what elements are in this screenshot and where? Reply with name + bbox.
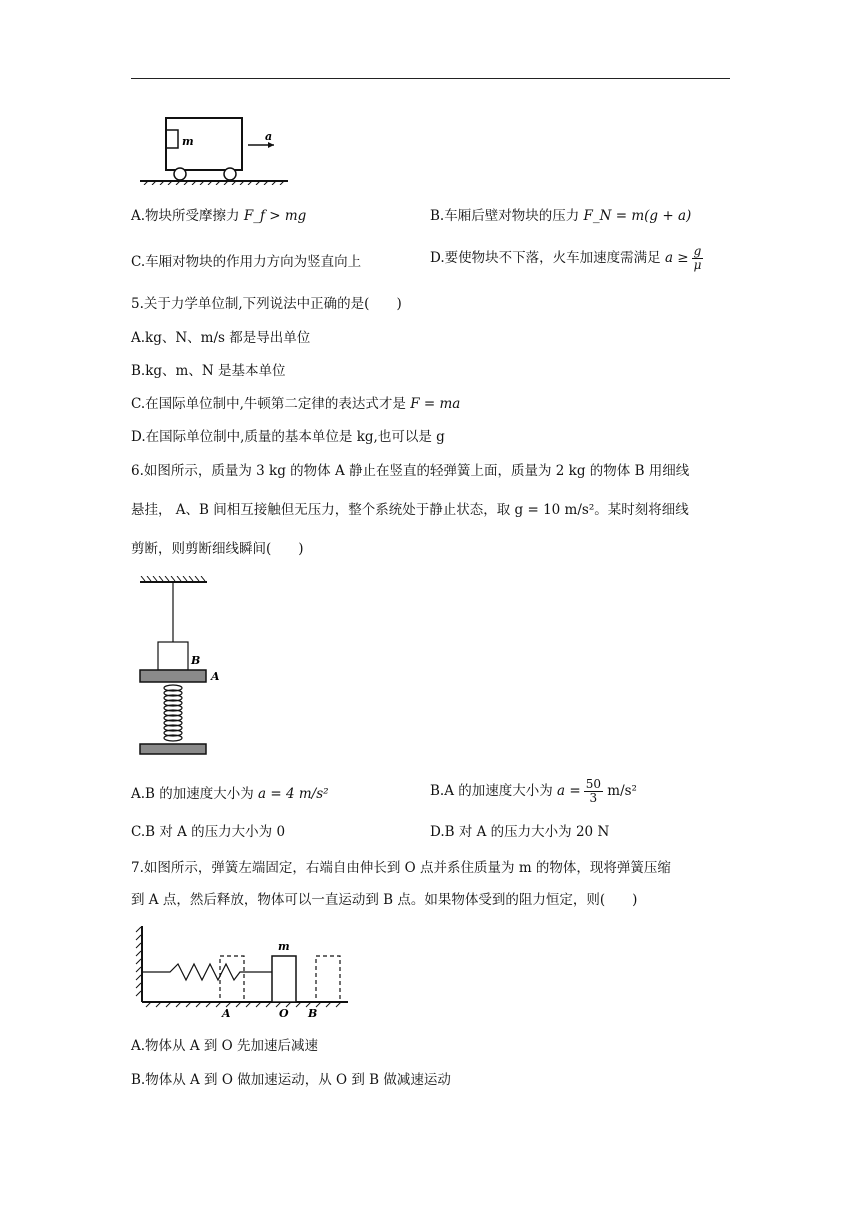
label-b: B xyxy=(191,654,201,667)
q4-option-b[interactable] xyxy=(430,206,691,226)
label-a: A xyxy=(222,1007,231,1020)
label-b: B xyxy=(308,1007,318,1020)
q6-stem-line1: 6.如图所示，质量为 3 kg 的物体 A 静止在竖直的轻弹簧上面，质量为 2 kg 的物体 B 用细线 xyxy=(131,463,690,479)
q7-option-a[interactable]: A.物体从 A 到 O 先加速后减速 xyxy=(131,1038,319,1054)
base-plate xyxy=(140,744,206,754)
option-text: 车厢对物块的作用力方向为竖直向上 xyxy=(145,254,362,270)
q5-stem: 5.关于力学单位制,下列说法中正确的是( ) xyxy=(131,296,402,312)
wheel-right xyxy=(224,168,236,180)
fraction: $\frac{50}{3}$ xyxy=(585,777,601,805)
q4-option-c[interactable] xyxy=(131,252,361,272)
position-b-outline xyxy=(316,956,340,1002)
label-o: O xyxy=(279,1007,289,1020)
accel-label: a xyxy=(265,130,273,143)
label-a: A xyxy=(211,670,220,683)
q6-option-c[interactable]: C.B 对 A 的压力大小为 0 xyxy=(131,824,286,840)
option-text: C.在国际单位制中,牛顿第二定律的表达式才是 xyxy=(131,396,411,412)
spring-coils xyxy=(164,685,182,741)
option-text: 车厢后壁对物块的压力 xyxy=(444,208,584,224)
q4-option-a[interactable] xyxy=(131,206,306,226)
block-b xyxy=(158,642,188,670)
option-letter: C. xyxy=(131,254,146,270)
q6-stem-line3: 剪断，则剪断细线瞬间( ) xyxy=(131,541,304,557)
train-car-figure xyxy=(140,110,290,185)
wheel-left xyxy=(174,168,186,180)
mass-label: m xyxy=(182,135,194,148)
mass-label: m xyxy=(278,940,290,953)
option-text: B.A 的加速度大小为 xyxy=(430,783,558,799)
option-expr: a ≥ xyxy=(664,250,689,266)
q6-option-b[interactable] xyxy=(430,776,637,806)
option-letter: A. xyxy=(131,208,146,224)
q7-stem-line2: 到 A 点，然后释放，物体可以一直运动到 B 点。如果物体受到的阻力恒定，则( ) xyxy=(131,892,638,908)
option-expr: F_f > mg xyxy=(243,208,307,224)
option-letter: B. xyxy=(430,208,445,224)
option-text: A.B 的加速度大小为 xyxy=(131,786,259,802)
position-a-outline xyxy=(220,956,244,1002)
option-text: 物块所受摩擦力 xyxy=(145,208,244,224)
option-expr: a = xyxy=(557,783,581,799)
option-expr: F = ma xyxy=(410,396,461,412)
q6-option-d[interactable]: D.B 对 A 的压力大小为 20 N xyxy=(430,824,610,840)
block-m xyxy=(166,130,178,148)
horizontal-spring-figure xyxy=(130,924,350,1020)
option-expr: a = 4 m/s² xyxy=(258,786,329,802)
q5-option-c[interactable] xyxy=(131,394,460,414)
q5-option-a[interactable]: A.kg、N、m/s 都是导出单位 xyxy=(131,330,311,346)
option-expr: F_N = m(g + a) xyxy=(583,208,692,224)
mass-block xyxy=(272,956,296,1002)
q5-option-b[interactable]: B.kg、m、N 是基本单位 xyxy=(131,363,286,379)
spring-hanging-figure xyxy=(135,576,235,758)
option-text: 要使物块不下落，火车加速度需满足 xyxy=(444,250,665,266)
spring xyxy=(142,964,272,980)
fraction: $\frac{g}{\mu}$ xyxy=(693,244,702,272)
plate-a xyxy=(140,670,206,682)
q4-option-d[interactable] xyxy=(430,244,703,272)
q7-stem-line1: 7.如图所示，弹簧左端固定，右端自由伸长到 O 点并系住质量为 m 的物体，现将弹簧压缩 xyxy=(131,860,671,876)
q7-option-b[interactable]: B.物体从 A 到 O 做加速运动，从 O 到 B 做减速运动 xyxy=(131,1072,451,1088)
header-rule xyxy=(131,78,730,79)
option-letter: D. xyxy=(430,250,445,266)
q5-option-d[interactable]: D.在国际单位制中,质量的基本单位是 kg,也可以是 g xyxy=(131,429,445,445)
option-unit: m/s² xyxy=(607,783,637,799)
q6-stem-line2: 悬挂， A、B 间相互接触但无压力，整个系统处于静止状态，取 g = 10 m/s²。某时刻将细线 xyxy=(131,502,689,518)
q6-option-a[interactable] xyxy=(131,784,329,804)
